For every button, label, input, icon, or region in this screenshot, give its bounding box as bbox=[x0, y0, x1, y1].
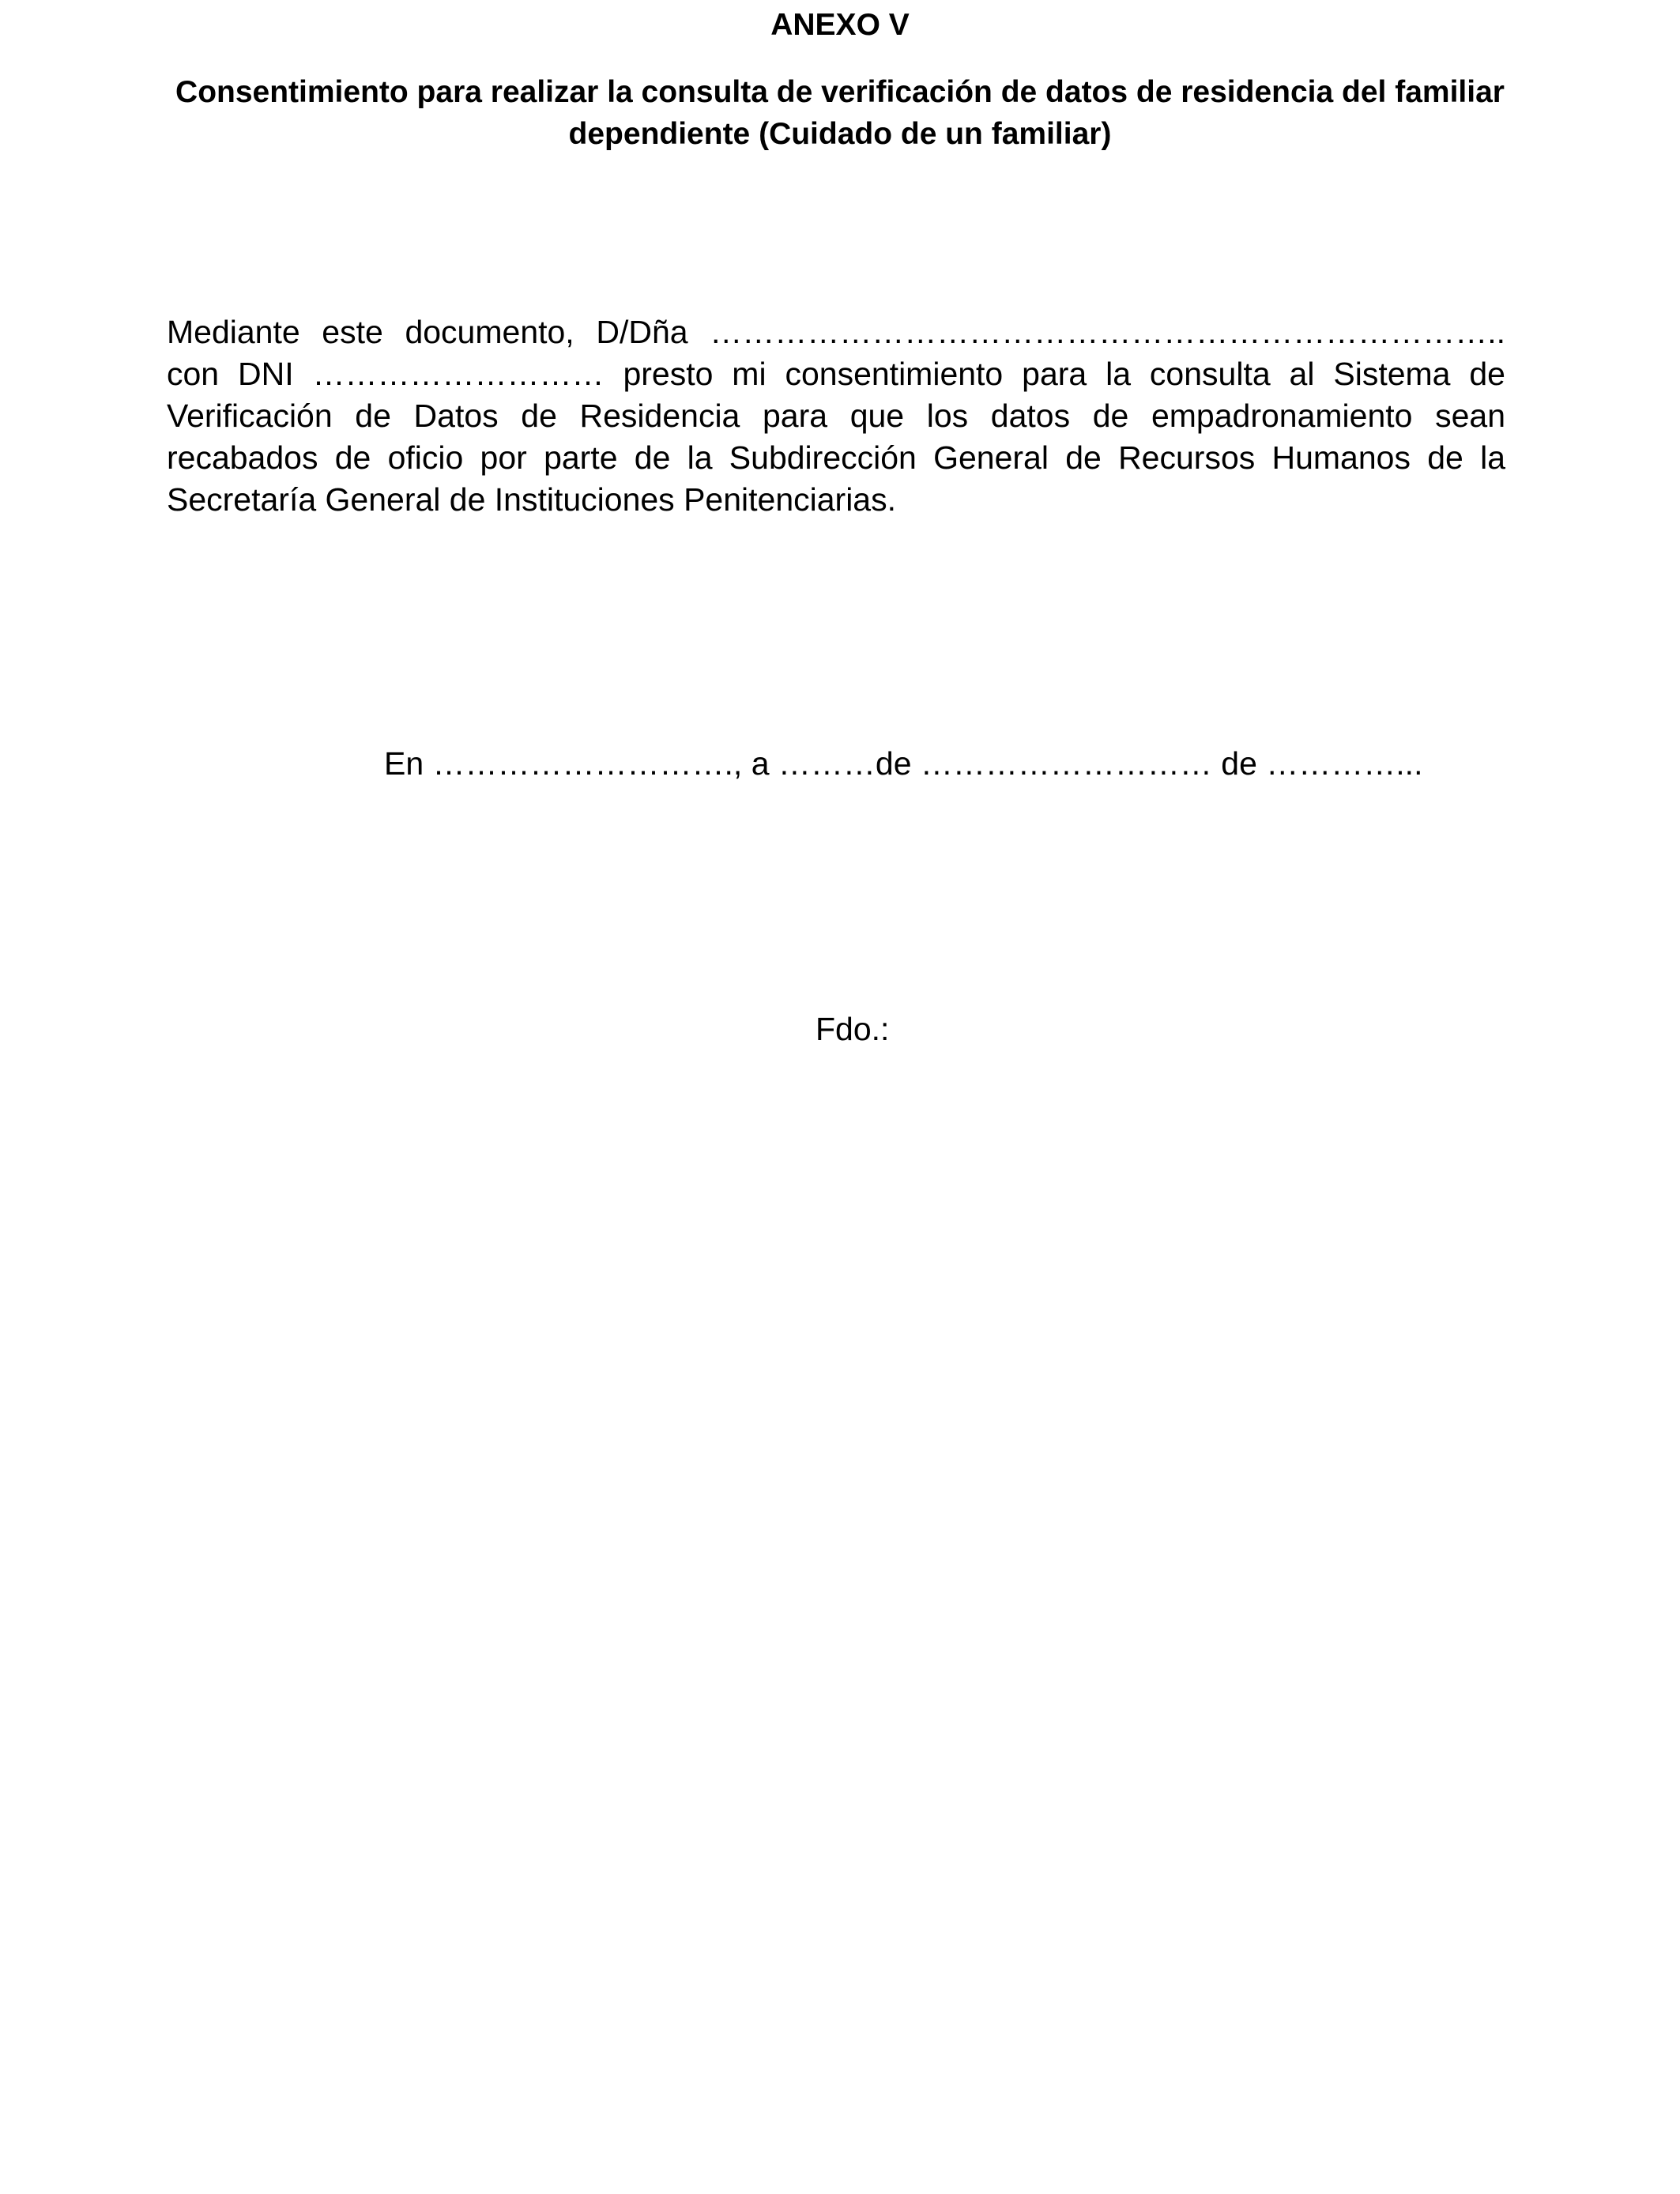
place-date-line: En ………………………., a ………de ……………………… de …………... bbox=[384, 745, 1423, 782]
signature-label: Fdo.: bbox=[816, 1011, 890, 1047]
document-title: Consentimiento para realizar la consulta de verificación de datos de residencia del familiar dependiente (Cuidado de un familiar) bbox=[175, 75, 1505, 151]
consent-line-1: Mediante este documento, D/Dña ……………………………………………………………….. bbox=[167, 314, 1505, 350]
consent-paragraph bbox=[167, 311, 1505, 521]
annex-heading: ANEXO V bbox=[770, 8, 910, 42]
consent-line-5: Secretaría General de Instituciones Penitenciarias. bbox=[167, 481, 897, 518]
consent-line-2: con DNI ……………………… presto mi consentimiento para la consulta al Sistema de bbox=[167, 356, 1505, 392]
consent-line-3: Verificación de Datos de Residencia para que los datos de empadronamiento sean bbox=[167, 398, 1505, 434]
consent-line-4: recabados de oficio por parte de la Subdirección General de Recursos Humanos de la bbox=[167, 439, 1505, 476]
